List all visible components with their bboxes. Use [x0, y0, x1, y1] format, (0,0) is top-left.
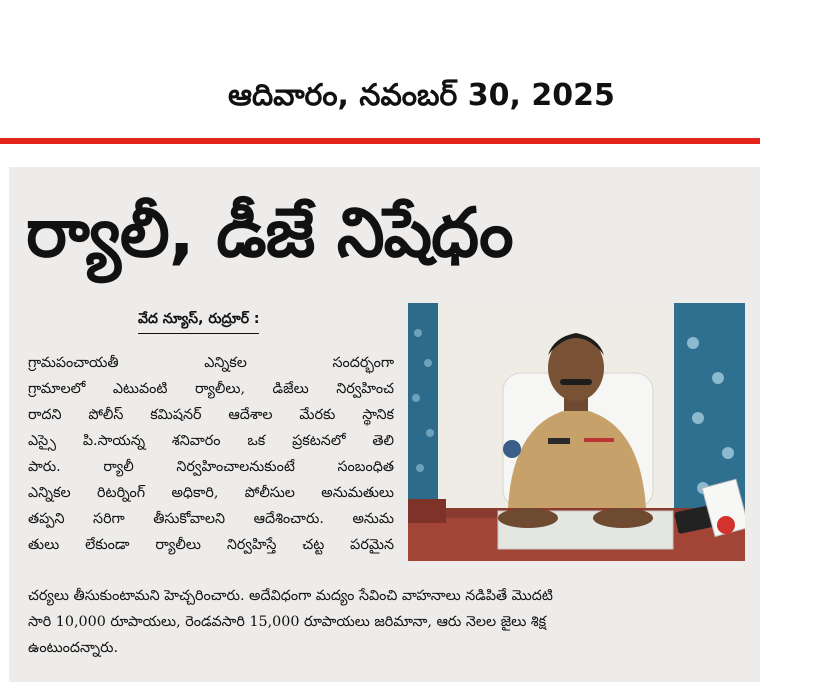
byline: వేద న్యూస్, రుద్రూర్ : — [138, 311, 259, 334]
article-line: సారి 10,000 రూపాయలు, రెండవసారి 15,000 రూపాయలు జరిమానా, ఆరు నెలల జైలు శిక్ష — [28, 614, 547, 630]
article-line: ఎస్సై పి.సాయన్న శనివారం ఒక ప్రకటనలో తెలి — [28, 433, 394, 449]
dateline: ఆదివారం, నవంబర్ 30, 2025 — [228, 78, 615, 113]
article-body-bottom — [28, 583, 744, 661]
article-line: చర్యలు తీసుకుంటామని హెచ్చరించారు. అదేవిధంగా మద్యం సేవించి వాహనాలు నడిపితే మొదటి — [28, 588, 553, 604]
header-rule — [0, 138, 760, 144]
article-line: గ్రామాలలో ఎటువంటి ర్యాలీలు, డిజేలు నిర్వహించ — [28, 381, 394, 397]
article-body-top — [28, 350, 394, 558]
article-line: తప్పని సరిగా తీసుకోవాలని ఆదేశించారు. అనుమ — [28, 511, 394, 527]
article-line: ఎన్నికల రిటర్నింగ్ అధికారి, పోలీసుల అనుమతులు — [28, 485, 394, 501]
article-line: రాదని పోలీస్ కమిషనర్ ఆదేశాల మేరకు స్థానిక — [28, 407, 394, 423]
headline: ర్యాలీ, డీజే నిషేధం — [26, 194, 513, 273]
police-officer-photo — [408, 303, 745, 561]
article-line: పారు. ర్యాలీ నిర్వహించాలనుకుంటే సంబంధిత — [28, 459, 394, 475]
article-line: గ్రామపంచాయతీ ఎన్నికల సందర్భంగా — [28, 355, 394, 371]
article-line: తులు లేకుండా ర్యాలీలు నిర్వహిస్తే చట్ట పరమైన — [28, 537, 394, 553]
article-line: ఉంటుందన్నారు. — [28, 640, 119, 656]
